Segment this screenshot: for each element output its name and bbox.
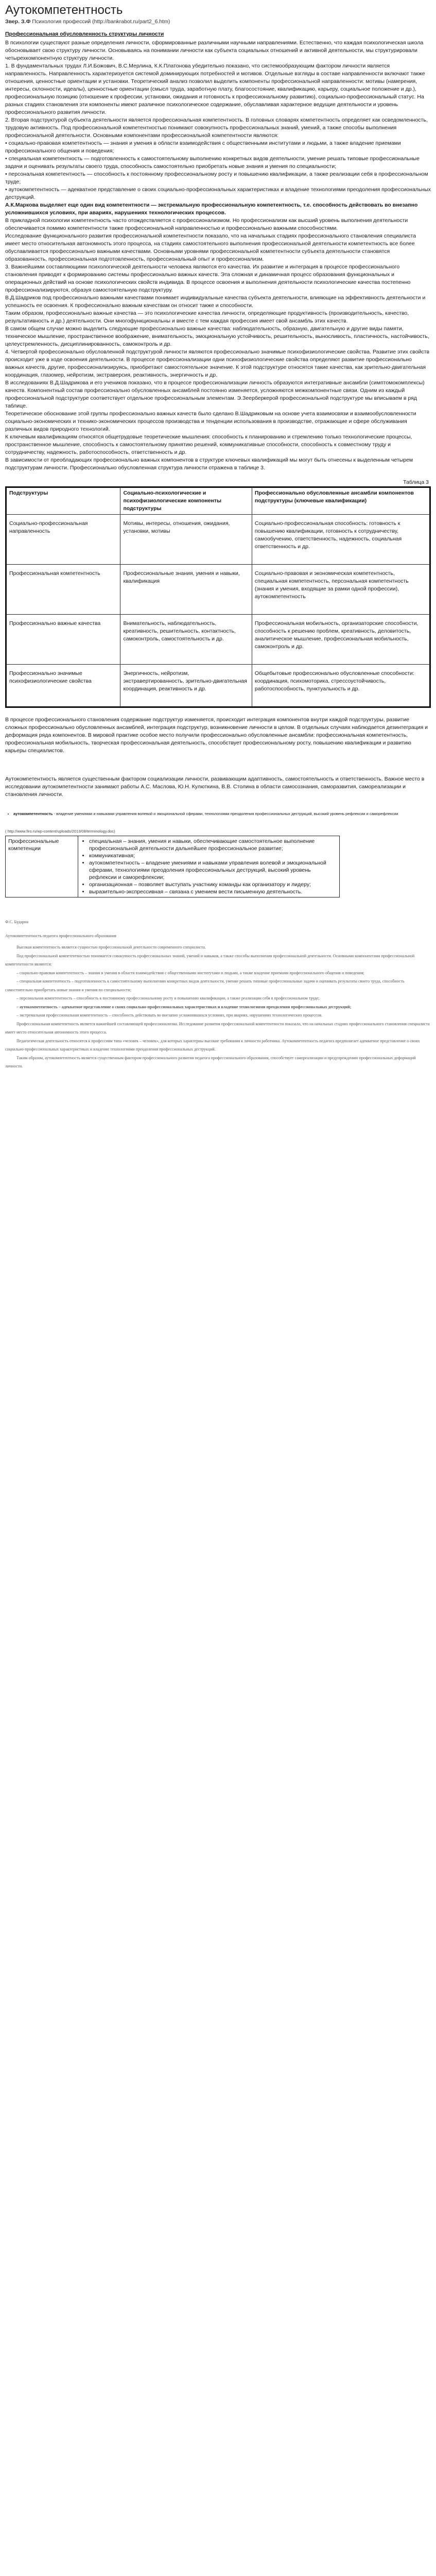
table-row <box>6 615 430 665</box>
competence-table <box>5 836 340 897</box>
table-cell-name: Профессиональная компетентность <box>6 565 120 615</box>
list-item: • коммуникативная; <box>89 852 337 859</box>
definition-list <box>5 811 431 817</box>
table-header-cell: Профессионально обусловленные ансамбли компонентов подструктуры (ключевые квалификации) <box>252 487 430 515</box>
source-author: Звер. З.Ф <box>5 19 31 25</box>
paragraph: В.Д.Шадриков под профессионально важными качествами понимает индивидуальные качества субъекта деятельности, влияющие на эффективность деятельности и успешность ее освоения. К профессионально важным качествам он относит также и способности. <box>5 295 426 309</box>
paragraph: • социально-правовая компетентность — знания и умения в области взаимодействия с общественными институтами и людьми, а также владение приемами профессионального общения и поведения; <box>5 140 401 154</box>
table-row <box>6 665 430 707</box>
list-item: • выразительно-экспрессивная – связана с умением вести письменную деятельность. <box>89 888 337 895</box>
paragraph: 1. В фундаментальных трудах Л.И.Божович, В.С.Мерлина, К.К.Платонова убедительно показано, что системообразующим фактором личности является направленность. Направленность характеризуется системой доминирующих потребностей и мотивов. Отдельные взгляды в составе направленности включают также отношения, ценностные ориентации и установки. Теоретический анализ позволил выделить компоненты профессиональной направленности: мотивы (намерения, интересы, склонности, идеалы), ценностные ориентации (смысл труда, заработную плату, благосостояние, квалификацию, карьеру, социальное положение и др.), профессиональную позицию (отношение к профессии, установки, ожидания и готовность к профессиональному развитию), социально-профессиональный статус. На разных стадиях становления эти компоненты имеют различное психологическое содержание, обуславливая характерное ведущие деятельности и уровень профессионального развития личности. <box>5 63 425 115</box>
table-cell-ensembles: Социально-правовая и экономическая компетентность, специальная компетентность, персональная компетентность (знания и умения, входящие за рамки одной профессии), аутокомпетентность <box>252 565 430 615</box>
scan-paragraph: Высокая компетентность является сущностью профессиональной деятельности современного специалиста. <box>16 945 206 950</box>
competence-label: Профессиональные компетенции <box>6 836 78 897</box>
paragraph: В исследованиях В.Д.Шадрикова и его учеников показано, что в процессе профессионализации личность образуются интегративные ансамбли (симптомокомплексы) качеств. Компонентный состав профессионально обусловленных ансамблей постоянно изменяется, усложняются межкомпонентные связи. Одним из каждый профессиональной подструктуре соответствует отдельное профессиональным элементам. Э.Зеерберкерой профессиональной подструктуре мы вписываем в ряд таблице. <box>5 380 425 409</box>
source-text: Психология профессий <box>32 19 91 25</box>
table-cell-name: Профессионально важные качества <box>6 615 120 665</box>
scan-paragraph: Аутокомпетентность педагога профессионального образования <box>5 933 116 938</box>
source-reference[interactable]: ( http://www.firo.ru/wp-content/uploads/2013/08/terminology.doc) <box>5 829 115 834</box>
table-row <box>6 565 430 615</box>
scan-paragraph: – аутокомпетентность – адекватное представление о своих социально-профессиональных характеристиках и владение технологиями преодоления профессиональных деструкций; <box>16 1004 352 1009</box>
table-header-cell: Социально-психологические и психофизиологические компоненты подструктуры <box>120 487 252 515</box>
competence-list <box>81 838 337 895</box>
scan-paragraph: – экстремальная профессиональная компетентность – способность действовать во внезапно усложнившихся условиях, при авариях, нарушениях технологических процессов. <box>16 1013 322 1018</box>
scanned-article <box>5 918 431 1071</box>
list-item: • аутокомпетентность – владение умениями и навыками управления волевой и эмоциональной сферами, технологиями преодоления профессиональных деструкций, высокий уровень рефлексии и саморефлексии; <box>89 859 337 881</box>
source-line <box>0 18 436 25</box>
scan-paragraph: Профессиональная компетентность является важнейшей составляющей профессионализма. Исследование развития профессиональной компетентности показало, что на начальных стадиях профессионального становления специалиста имеет место относительная автономность этого процесса. <box>5 1021 430 1035</box>
competence-list-cell <box>78 836 340 897</box>
table-cell-ensembles: Общебытовые профессионально обусловленные способности: координация, психомоторика, стрессоустойчивость, работоспособность, пунктуальность и др. <box>252 665 430 707</box>
scan-paragraph: – социально-правовая компетентность – знания и умения в области взаимодействия с общественными институтами и людьми, а также владение приемами профессионального общения и поведения; <box>16 970 364 975</box>
scan-author: Ф.С. Бударна <box>5 920 28 924</box>
definition-item <box>13 811 431 817</box>
table-cell-components: Внимательность, наблюдательность, креативность, решительность, контактность, самоконтроль, самостоятельность и др. <box>120 615 252 665</box>
section-title: Профессиональная обусловленность структуры личности <box>5 31 164 37</box>
paragraph: К ключевым квалификациям относятся общетрудовые теоретические мышления: способность к планированию и стремлению только технологические процессы, пространственное мышление, способность к самостоятельному принятию решений, коммуникативные способности, способность к совместному труду и сотрудничеству, надежность, работоспособность, ответственность и др. <box>5 434 412 455</box>
paragraph: В прикладной психологии компетентность часто отождествляется с профессионализмом. Но профессионализм как высший уровень выполнения деятельности обеспечивается помимо компетентности также профессиональной направленностью и профессионально важными способностями. <box>5 217 408 231</box>
paragraph: В психологии существуют разные определения личности, сформированные различными научными направлениями. Естественно, что каждая психологическая школа обосновывает свою структуру личности. Основываясь на понимании личности как субъекта социальных отношений и активной деятельности, мы структурировали четырехкомпонентную структуру личности. <box>5 40 424 61</box>
paragraph: В зависимости от преобладающих профессионально важных компонентов в структуре ключевых квалификаций мы могут быть отнесены к выделенным четырем подструктурам личности. Профессионально обусловленная структура личности отражена в таблице 3. <box>5 457 413 471</box>
structure-table <box>5 486 431 708</box>
table-block <box>5 479 431 708</box>
table-caption: Таблица 3 <box>403 479 429 485</box>
paragraph: 3. Важнейшими составляющими психологической деятельности человека являются его качества. Их развитие и интеграция в процессе профессионального становления приводят к формированию системы профессионально важных качеств. Эта сложная и динамичная процесс образования функциональных и операционных действий на основе психологических свойств индивида. В процессе освоения и выполнения деятельности психологические качества постепенно профессионализируются, образуя самостоятельную подструктуру. <box>5 264 411 293</box>
paragraph: Таким образом, профессионально важные качества — это психологические качества личности, определяющие продуктивность (производительность, качество, результативность и др.) деятельности. Они многофункциональны и вместе с тем каждая профессия имеет свой ансамбль этих качеств. <box>5 310 409 324</box>
paragraph: Теоретическое обоснование этой группы профессионально важных качеств было сделано В.Шадриковым на основе учета взаимосвязи и взаимообусловленности социально-экономических и технико-экономических процессов производства и тенденции использования в производстве, отражающие и сфере обслуживания различных видов природного технологий. <box>5 411 416 432</box>
autocompetence-paragraph: Аутокомпетентность является существенным фактором социализации личности, развивающим адаптивность, самостоятельность и ответственность. Важное место в исследовании аутокомпетентности занимают работы А.С. Маслова, Ю.Н. Кулюткина, В.В. Столина в области самосознания, саморазвития, самореализации и становления личности. <box>5 776 425 798</box>
table-cell-components: Энергичность, нейротизм, экстравертированность, зрительно-двигательная координация, реактивность и др. <box>120 665 252 707</box>
table-row <box>6 515 430 565</box>
source-link[interactable]: (http://bankrabot.ru/part2_6.htm) <box>92 19 170 25</box>
table-header-row <box>6 487 430 515</box>
table-header-cell: Подструктуры <box>6 487 120 515</box>
paragraph: Исследование функционального развития профессиональной компетентности показало, что на начальных стадиях профессионального становления специалиста имеет место относительная автономность этого процесса, на стадиях самостоятельного выполнения профессиональной деятельности компетентность все более обуславливается профессионально важными качествами. Основными уровнями профессиональной компетентности субъекта деятельности становятся образованность, профессиональная подготовленность, профессиональный опыт и профессионализм. <box>5 233 416 262</box>
scan-paragraph: – персональная компетентность – способность к постоянному профессиональному росту и повышению квалификации, а также реализации себя в профессиональном труде; <box>16 996 320 1001</box>
table-cell-name: Профессионально значимые психофизиологические свойства <box>6 665 120 707</box>
table-cell-name: Социально-профессиональная направленность <box>6 515 120 565</box>
article-body <box>0 39 436 472</box>
scan-paragraph: Таким образом, аутокомпетентность является существенным фактором профессионального развития педагога профессионального образования, способствует самореализации и предупреждению профессиональных деформаций личности. <box>5 1055 416 1069</box>
definition-text: - владение умениями и навыками управления волевой и эмоциональной сферами, технологиями преодоления профессиональных деструкций, высокий уровень рефлексии и саморефлексии <box>53 811 398 816</box>
table-cell-components: Профессиональные знания, умения и навыки, квалификация <box>120 565 252 615</box>
paragraph: • специальная компетентность — подготовленность к самостоятельному выполнению конкретных видов деятельности, умение решать типовые профессиональные задачи и оценивать результаты своего труда, способность самостоятельно приобретать новые знания и умения по специальности; <box>5 156 420 170</box>
page-title: Аутокомпетентность <box>5 3 123 17</box>
list-item: • организационная – позволяет выступать участнику команды как организатору и лидеру; <box>89 881 337 888</box>
definition-term: аутокомпетентность <box>13 811 53 816</box>
table-cell-components: Мотивы, интересы, отношения, ожидания, установки, мотивы <box>120 515 252 565</box>
paragraph: В самом общем случае можно выделить следующие профессионально важные качества: наблюдательность, образную, двигательную и другие виды памяти, техническое мышление, пространственное воображение, внимательность, эмоциональную устойчивость, решительность, выносливость, пластичность, настойчивость, целеустремленность, дисциплинированность, самоконтроль и др. <box>5 326 429 347</box>
table-row <box>6 836 340 897</box>
table-cell-ensembles: Социально-профессиональная способность: готовность к повышению квалификации, готовность к сотрудничеству, самообучению, ответственность, надежность, социальная ответственность и др. <box>252 515 430 565</box>
scan-paragraph: Под профессиональной компетентностью понимается совокупность профессиональных знаний, умений и навыков, а также способы выполнения профессиональной деятельности. Основными компонентами профессиональной компетентности являются: <box>5 953 415 967</box>
paragraph: А.К.Маркова выделяет еще один вид компетентности — экстремальную профессиональную компетентность, т.е. способность действовать во внезапно усложнившихся условиях, при авариях, нарушениях технологических процессов. <box>5 202 418 216</box>
paragraph: 4. Четвертой профессионально обусловленной подструктурой личности являются профессионально значимые психофизиологические свойства. Развитие этих свойств происходит уже в ходе освоения деятельности. В процессе профессионализации одни психофизиологические свойства определяют развитие профессионально важных качеств, другие, профессионализируясь, приобретают самостоятельное значение. К этой подструктуре относятся такие качества, как зрительно-двигательная координация, глазомер, нейротизм, экстраверсия, реактивность, энергичность и др. <box>5 349 430 378</box>
table-cell-ensembles: Профессиональная мобильность, организаторские способности, способность к решению проблем, креативность, деловитость, аналитическое мышление, профессиональная мобильность, самоконтроль и др. <box>252 615 430 665</box>
list-item: • специальная – знания, умения и навыки, обеспечивающие самостоятельное выполнение профессиональной деятельности дальнейшее профессиональное развитие; <box>89 838 337 852</box>
after-table-text: В процессе профессионального становления содержание подструктур изменяется, происходит интеграция компонентов внутри каждой подструктуры, развитие сложных профессионально обусловленных ансамблей, интеграция подструктур, возникновение личности в целом. В отдельных случаях наблюдается дезинтеграция и деформация ряда компонентов. В мировой практике особое место получили профессионально обусловленные ансамбли: профессиональная компетентность, профессиональная мобильность, творческая профессиональная деятельность, способствует профессиональному росту, повышению квалификации и развитию карьеры специалистов. <box>5 717 428 754</box>
scan-paragraph: – специальная компетентность – подготовленность к самостоятельному выполнению конкретных видов деятельности, умение решать типовые профессиональные задачи и оценивать результаты своего труда, способность самостоятельно приобретать новые знания и умения по специальности; <box>5 979 405 992</box>
paragraph: 2. Вторая подструктурой субъекта деятельности является профессиональная компетентность. В головных словарях компетентность определяет как осведомленность, трудовую активность. Под профессиональной компетентностью понимают совокупность профессиональных знаний, умений, а также способы выполнения профессиональной деятельности. Основными компонентами профессиональной компетентности являются: <box>5 117 428 139</box>
paragraph: • персональная компетентность — способность к постоянному профессиональному росту и повышению квалификации, а также реализации себя в профессиональном труде; <box>5 171 428 185</box>
scan-paragraph: Педагогическая деятельность относится к профессиям типа «человек – человек», для которых характерны высокие требования к личности работника. Аутокомпетентность педагога предполагает адекватное представление о своих социально-профессиональных характеристиках и владение технологиями преодоления профессиональных деструкций. <box>5 1038 420 1052</box>
paragraph: • аутокомпетентность — адекватное представление о своих социально-профессиональных характеристиках и владение технологиями преодоления профессиональных деструкций. <box>5 187 431 200</box>
